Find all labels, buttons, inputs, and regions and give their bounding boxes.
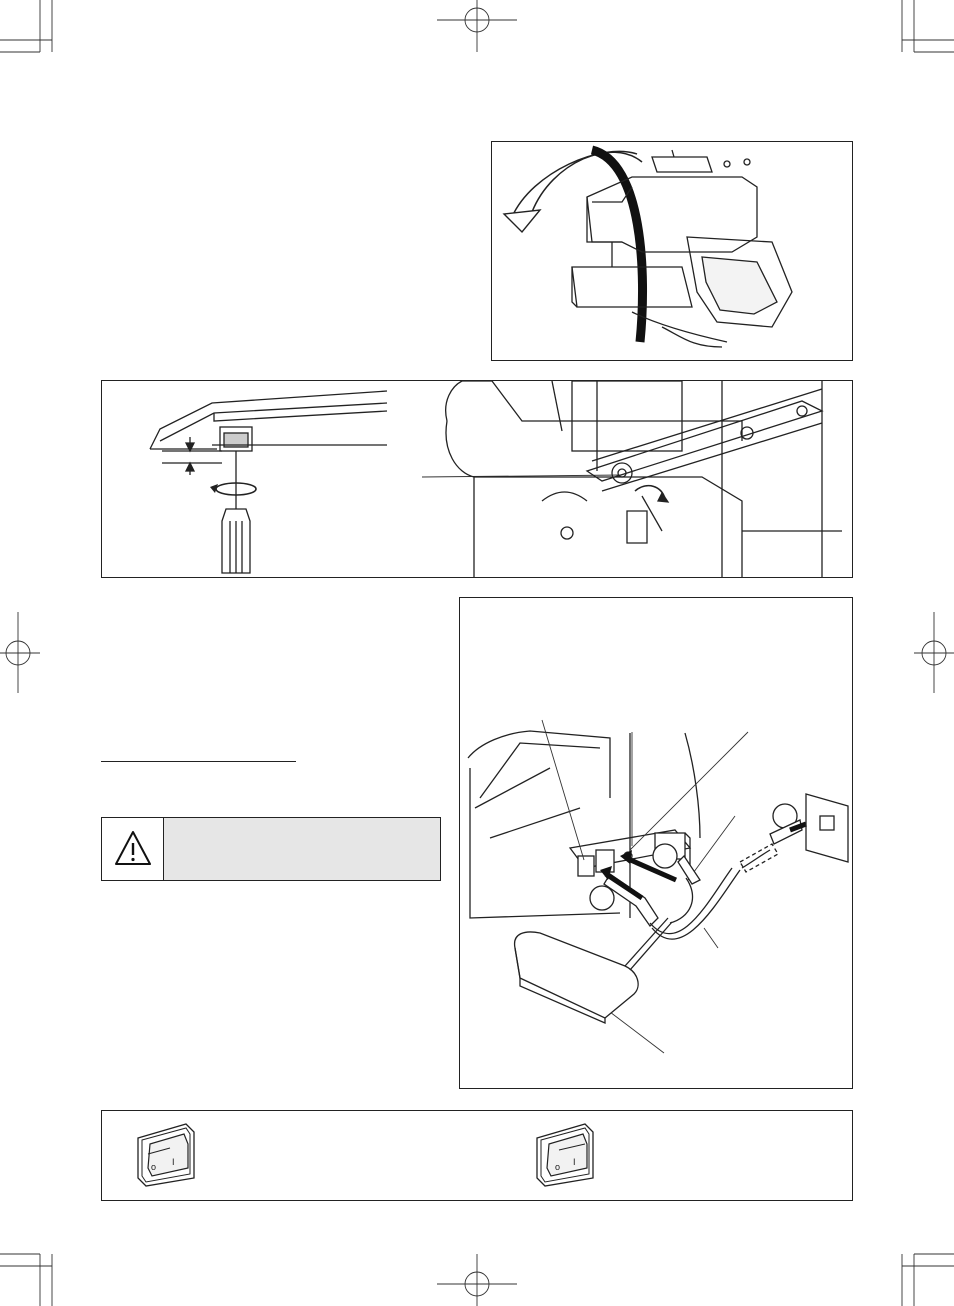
switch-off-label-o: o <box>151 1162 157 1172</box>
curved-arrow-icon <box>504 150 643 342</box>
power-switch-off <box>130 1120 200 1190</box>
warning-box <box>101 817 441 881</box>
machine-underside-drawing <box>446 381 842 577</box>
switch-on-label-i: I <box>573 1157 576 1167</box>
rotate-arrow-icon <box>210 483 256 495</box>
belt-adjust-figure <box>101 380 853 578</box>
switch-off-label-i: I <box>172 1157 175 1167</box>
switch-on-label-o: o <box>555 1162 561 1172</box>
lift-machine-figure <box>491 141 853 361</box>
machine-side-drawing <box>468 731 700 918</box>
warning-icon-cell <box>102 818 164 880</box>
power-connection-figure <box>459 597 853 1089</box>
screwdriver-icon <box>222 451 250 573</box>
foot-controller-icon <box>515 918 672 1023</box>
wall-outlet-icon <box>806 794 848 862</box>
sewing-machine-drawing <box>572 150 792 347</box>
power-switch-panel <box>101 1110 853 1201</box>
cover-plate-detail <box>150 391 387 475</box>
section-heading <box>101 740 296 758</box>
section-heading-underline <box>101 761 296 762</box>
power-plug-icon <box>604 820 802 939</box>
warning-text <box>164 818 440 880</box>
power-switch-on <box>529 1120 599 1190</box>
warning-triangle-icon <box>102 818 164 880</box>
